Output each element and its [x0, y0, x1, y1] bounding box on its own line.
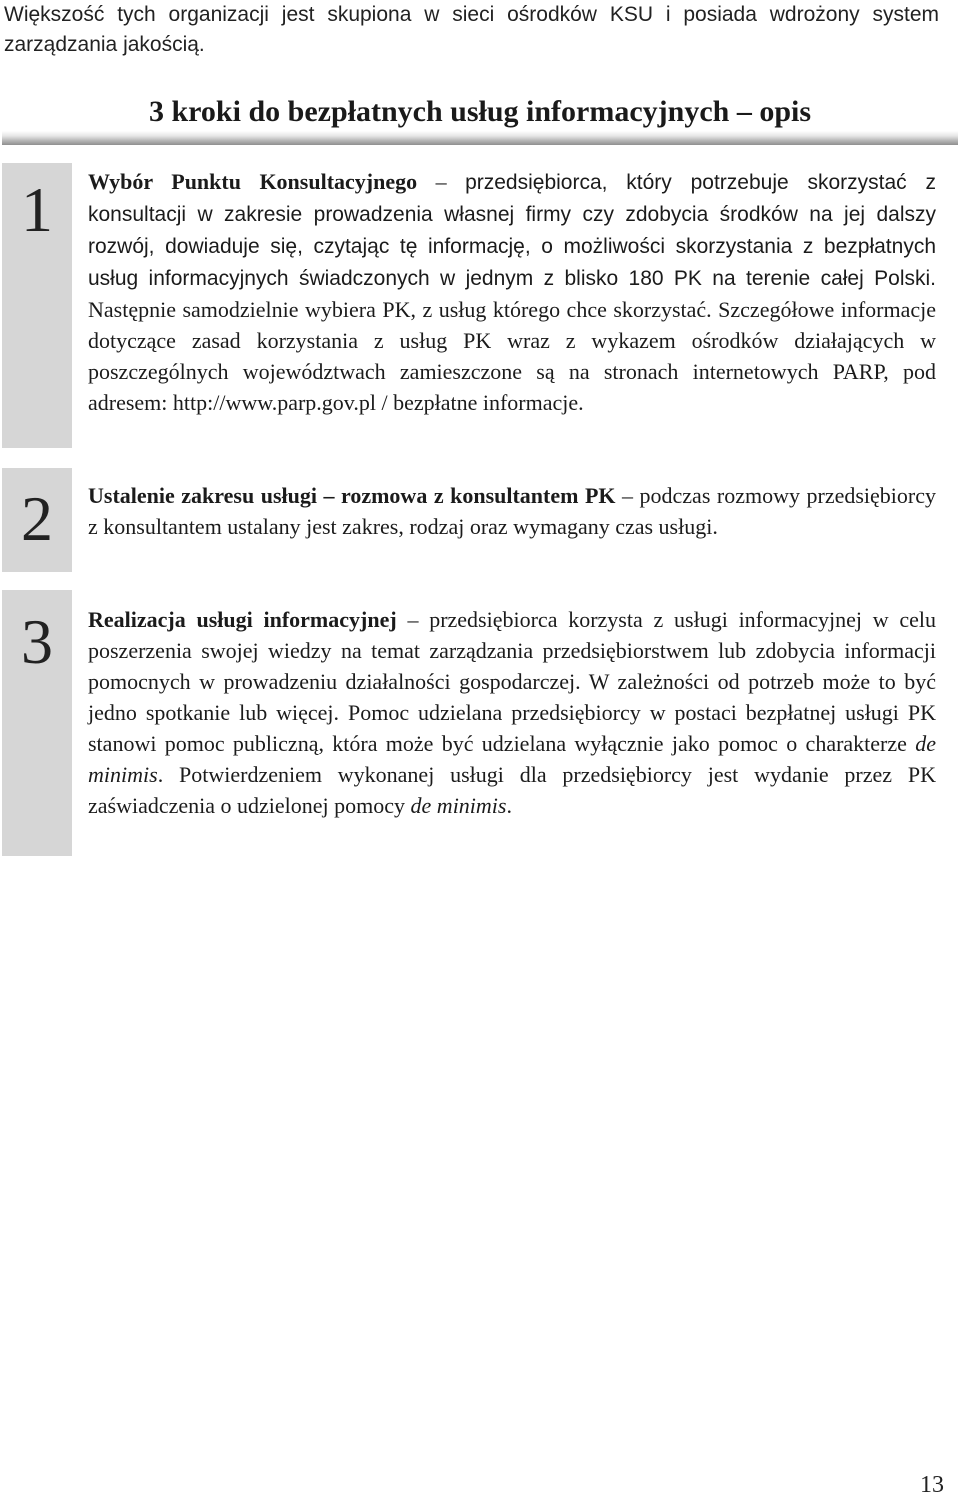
page-number: 13: [920, 1472, 944, 1498]
title-divider: [2, 131, 958, 145]
step-1-body-b: Następnie samodzielnie wybiera PK, z usług którego chce skorzystać. Szczegółowe informacje dotyczące zasad korzystania z usług PK wraz z wykazem ośrodków działających w poszczególnych województwach zamieszczone są na stronach internetowych PARP, pod adresem: http://www.parp.gov.pl / bezpłatne informacje.: [88, 297, 936, 415]
step-3-italic-2: de minimis: [410, 793, 507, 818]
step-3-body-3: .: [506, 793, 512, 818]
step-1-dash: –: [417, 169, 466, 194]
step-1-heading: Wybór Punktu Konsultacyjnego: [88, 169, 418, 194]
step-number-box-2: [2, 468, 72, 572]
step-number-2: 2: [21, 483, 53, 554]
step-2-dash: –: [615, 483, 640, 508]
step-3-heading: Realizacja usługi informacyjnej: [88, 607, 397, 632]
step-3-body-1: przedsiębiorca korzysta z usługi informacyjnej w celu poszerzenia swojej wiedzy na temat zarządzania przedsiębiorstwem lub zdobycia informacji pomocnych w prowadzeniu działalności gospodarczej. W zależności od potrzeb może to być jedno spotkanie lub więcej. Pomoc udzielana przedsiębiorcy w postaci bezpłatnej usługi PK stanowi pomoc publiczną, która może być udzielana wyłącznie jako pomoc o charakterze: [88, 607, 936, 756]
step-3-italic-1: de minimis: [88, 731, 936, 787]
step-number-box-3: [2, 590, 72, 856]
step-number-3: 3: [21, 606, 53, 677]
step-2-body: podczas rozmowy przedsiębiorcy z konsultantem ustalany jest zakres, rodzaj oraz wymagany czas usługi.: [88, 483, 936, 539]
step-1-text: [88, 166, 936, 418]
step-3-body-2: . Potwierdzeniem wykonanej usługi dla przedsiębiorcy jest wydanie przez PK zaświadczenia o udzielonej pomocy: [88, 762, 936, 818]
step-2-text: [88, 480, 936, 542]
step-3-dash: –: [396, 607, 430, 632]
step-number-1: 1: [21, 174, 53, 245]
section-title: 3 kroki do bezpłatnych usług informacyjnych – opis: [148, 95, 812, 128]
step-number-box-1: [2, 163, 72, 448]
step-2-heading: Ustalenie zakresu usługi – rozmowa z konsultantem PK: [88, 483, 616, 508]
step-1-body-a: przedsiębiorca, który potrzebuje skorzystać z konsultacji w zakresie prowadzenia własnej firmy czy zdobycia środków na jej dalszy rozwój, dowiaduje się, czytając tę informację, o możliwości skorzystania z bezpłatnych usług informacyjnych świadczonych w jednym z blisko 180 PK na terenie całej Polski.: [88, 171, 936, 290]
step-3-text: [88, 604, 936, 821]
intro-paragraph: Większość tych organizacji jest skupiona w sieci ośrodków KSU i posiada wdrożony system zarządzania jakością.: [4, 3, 939, 56]
